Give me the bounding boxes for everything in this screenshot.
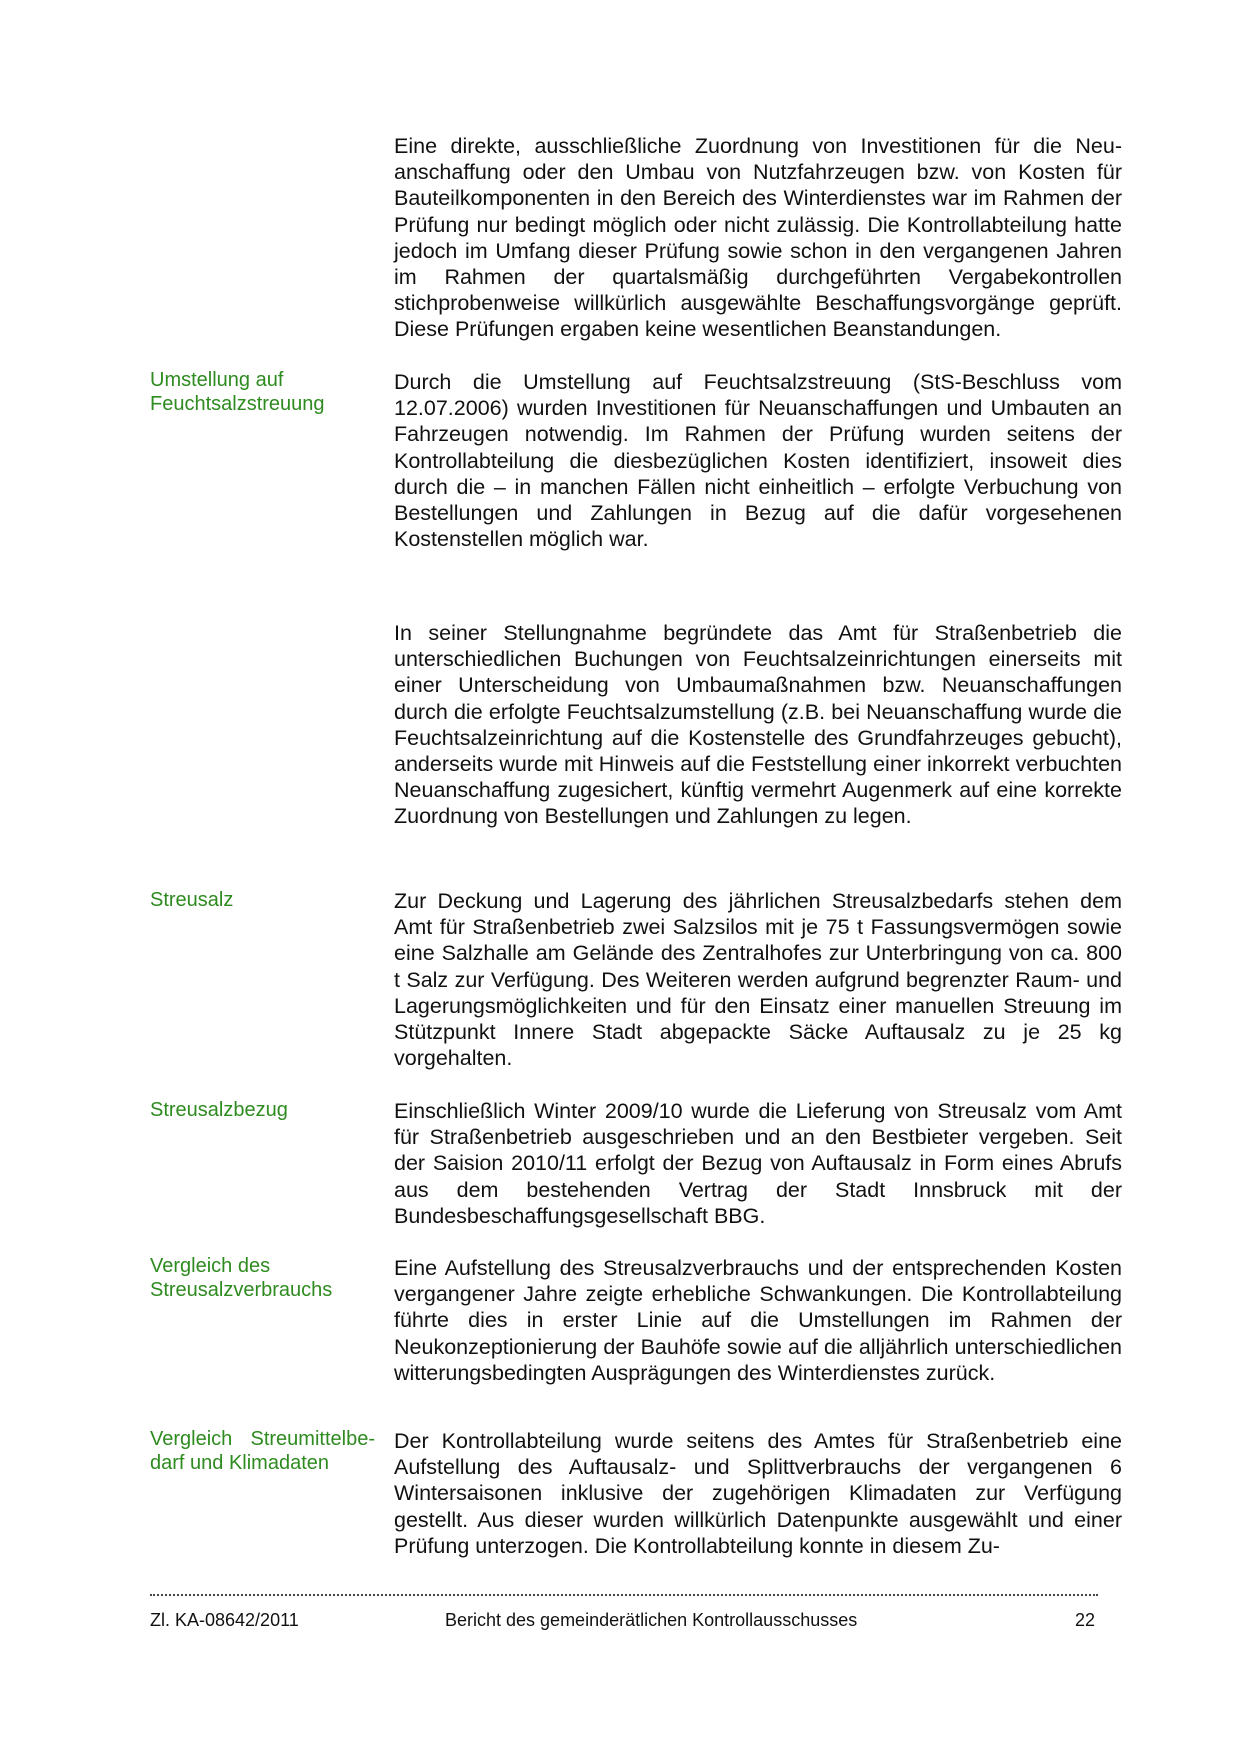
- paragraph-streusalzverbrauch: Eine Aufstellung des Streusalzverbrauchs und der entsprechenden Kosten vergangener Jahre zeigte erhebliche Schwankungen. Die Kontrollabteilung führte dies in erster Linie auf die Umstellungen im Rahmen der Neukonzeptionierung der Bauhöfe sowie auf die alljährlich unterschiedlichen witterungsbedingten Ausprägungen des Winterdienstes zurück.: [394, 1256, 1122, 1385]
- paragraph-stellungnahme: In seiner Stellungnahme begründete das Amt für Straßenbetrieb die unterschiedlichen Buchungen von Feuchtsalzeinrichtungen einerseits mit einer Unterscheidung von Umbaumaßnahmen bzw. Neuanschaffungen durch die erfolgte Feuchtsalzumstellung (z.B. bei Neuanschaffung wurde die Feuchtsalzeinrichtung auf die Kostenstelle des Grundfahrzeuges gebucht), anderseits wurde mit Hinweis auf die Feststellung einer inkorrekt verbuchten Neuanschaffung zugesichert, künftig vermehrt Augenmerk auf eine korrekte Zuordnung von Bestellungen und Zahlungen zu legen.: [394, 621, 1122, 829]
- footer-title: Bericht des gemeinderätlichen Kontrollausschusses: [445, 1610, 858, 1630]
- footer-separator: [150, 1594, 1098, 1596]
- paragraph-investitionen: Eine direkte, ausschließliche Zuordnung von Investitionen für die Neuanschaffung oder den Umbau von Nutzfahrzeugen bzw. von Kosten für Bauteilkomponenten in den Bereich des Winterdienstes war im Rahmen der Prüfung nur bedingt möglich oder nicht zulässig. Die Kontrollabteilung hatte jedoch im Umfang dieser Prüfung sowie schon in den vergangenen Jahren im Rahmen der quartalsmäßig durchgeführten Vergabekontrollen stichprobenweise willkürlich ausgewählte Beschaffungsvorgänge geprüft. Diese Prüfungen ergaben keine wesentlichen Beanstandungen.: [394, 134, 1122, 342]
- margin-heading-feuchtsalz: Umstellung auf Feuchtsalzstreuung: [150, 369, 325, 415]
- page-number: 22: [1075, 1610, 1096, 1630]
- margin-heading-klimadaten: Vergleich Streumittelbedarf und Klimadaten: [150, 1428, 375, 1474]
- margin-heading-streusalz: Streusalz: [150, 889, 234, 911]
- paragraph-streusalzbezug: Einschließlich Winter 2009/10 wurde die Lieferung von Streusalz vom Amt für Straßenbetrieb ausgeschrieben und an den Bestbieter vergeben. Seit der Saision 2010/11 erfolgt der Bezug von Auftausalz in Form eines Abrufs aus dem bestehenden Vertrag der Stadt Innsbruck mit der Bundesbeschaffungsgesellschaft BBG.: [394, 1099, 1122, 1228]
- paragraph-streusalz: Zur Deckung und Lagerung des jährlichen Streusalzbedarfs stehen dem Amt für Straßenbetrieb zwei Salzsilos mit je 75 t Fassungsvermögen sowie eine Salzhalle am Gelände des Zentralhofes zur Unterbringung von ca. 800 t Salz zur Verfügung. Des Weiteren werden aufgrund begrenzter Raum- und Lagerungsmöglichkeiten und für den Einsatz einer manuellen Streuung im Stützpunkt Innere Stadt abgepackte Säcke Auftausalz zu je 25 kg vorgehalten.: [394, 889, 1122, 1071]
- footer-reference: Zl. KA-08642/2011: [150, 1610, 299, 1630]
- paragraph-feuchtsalz: Durch die Umstellung auf Feuchtsalzstreuung (StS-Beschluss vom 12.07.2006) wurden Investitionen für Neuanschaffungen und Umbauten an Fahrzeugen notwendig. Im Rahmen der Prüfung wurden seitens der Kontrollabteilung die diesbezüglichen Kosten identifiziert, insoweit dies durch die – in manchen Fällen nicht einheitlich – erfolgte Verbuchung von Bestellungen und Zahlungen in Bezug auf die dafür vorgesehenen Kostenstellen möglich war.: [394, 370, 1122, 552]
- paragraph-klimadaten: Der Kontrollabteilung wurde seitens des Amtes für Straßenbetrieb eine Aufstellung des Auftausalz- und Splittverbrauchs der vergangenen 6 Wintersaisonen inklusive der zugehörigen Klimadaten zur Verfügung gestellt. Aus dieser wurden willkürlich Datenpunkte ausgewählt und einer Prüfung unterzogen. Die Kontrollabteilung konnte in diesem Zu-: [394, 1429, 1122, 1558]
- margin-heading-streusalzverbrauch: Vergleich des Streusalzverbrauchs: [150, 1255, 333, 1301]
- margin-heading-streusalzbezug: Streusalzbezug: [150, 1099, 288, 1121]
